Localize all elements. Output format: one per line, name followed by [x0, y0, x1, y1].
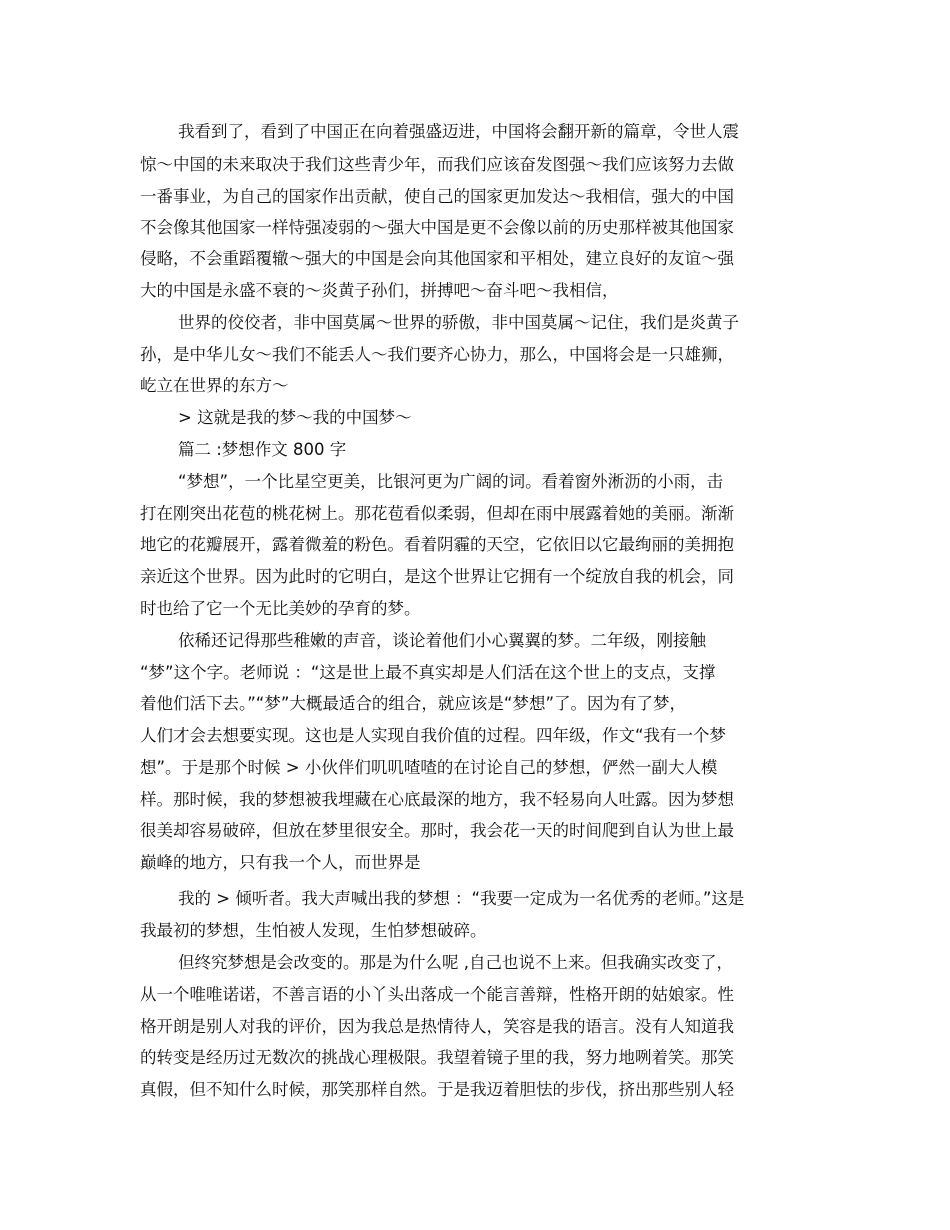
text-line: 想”。于是那个时候 > 小伙伴们叽叽喳喳的在讨论自己的梦想，俨然一副大人模: [140, 758, 718, 777]
text-line: “梦想”，一个比星空更美，比银河更为广阔的词。看着窗外淅沥的小雨，击: [178, 472, 724, 491]
text-line: 我看到了，看到了中国正在向着强盛迈进，中国将会翻开新的篇章，令世人震: [178, 122, 739, 141]
text-line: “梦”这个字。老师说 ：“这是世上最不真实却是人们活在这个世上的支点，支撑: [140, 663, 716, 682]
section-heading: 篇二 :梦想作文 800 字: [178, 440, 347, 459]
text-line: 大的中国是永盛不衰的～炎黄子孙们，拼搏吧～奋斗吧～我相信，: [140, 281, 619, 300]
text-line: 孙，是中华儿女～我们不能丢人～我们要齐心协力，那么，中国将会是一只雄狮，: [140, 345, 734, 364]
text-line: 样。那时候，我的梦想被我埋藏在心底最深的地方，我不轻易向人吐露。因为梦想: [140, 790, 734, 809]
text-line: 很美却容易破碎，但放在梦里很安全。那时，我会花一天的时间爬到自认为世上最: [140, 821, 734, 840]
text-line: 但终究梦想是会改变的。那是为什么呢 ,自己也说不上来。但我确实改变了，: [178, 953, 733, 972]
text-line: > 这就是我的梦～我的中国梦～: [178, 408, 412, 427]
text-line: 我最初的梦想，生怕被人发现，生怕梦想破碎。: [140, 921, 487, 940]
text-line: 打在刚突出花苞的桃花树上。那花苞看似柔弱，但却在雨中展露着她的美丽。渐渐: [140, 504, 734, 523]
text-line: 格开朗是别人对我的评价，因为我总是热情待人，笑容是我的语言。没有人知道我: [140, 1017, 734, 1036]
text-line: 我的 > 倾听者。我大声喊出我的梦想 ：“我要一定成为一名优秀的老师。”这是: [178, 889, 745, 908]
text-line: 从一个唯唯诺诺，不善言语的小丫头出落成一个能言善辩，性格开朗的姑娘家。性: [140, 985, 734, 1004]
text-line: 亲近这个世界。因为此时的它明白，是这个世界让它拥有一个绽放自我的机会，同: [140, 567, 734, 586]
text-line: 屹立在世界的东方～: [140, 376, 289, 395]
text-line: 地它的花瓣展开，露着微羞的粉色。看着阴霾的天空，它依旧以它最绚丽的美拥抱: [140, 535, 734, 554]
text-line: 巅峰的地方，只有我一个人，而世界是: [140, 853, 421, 872]
text-line: 世界的佼佼者，非中国莫属～世界的骄傲，非中国莫属～记住，我们是炎黄子: [178, 313, 739, 332]
text-line: 真假，但不知什么时候，那笑那样自然。于是我迈着胆怯的步伐，挤出那些别人轻: [140, 1080, 734, 1099]
text-line: 人们才会去想要实现。这也是人实现自我价值的过程。四年级，作文“我有一个梦: [140, 726, 727, 745]
text-line: 不会像其他国家一样恃强凌弱的～强大中国是更不会像以前的历史那样被其他国家: [140, 218, 734, 237]
text-line: 一番事业，为自己的国家作出贡献，使自己的国家更加发达～我相信，强大的中国: [140, 187, 734, 206]
text-line: 的转变是经历过无数次的挑战心理极限。我望着镜子里的我，努力地咧着笑。那笑: [140, 1048, 734, 1067]
text-line: 惊～中国的未来取决于我们这些青少年，而我们应该奋发图强～我们应该努力去做: [140, 155, 734, 174]
text-line: 着他们活下去。”“梦”大概最适合的组合，就应该是“梦想”了。因为有了梦，: [140, 694, 686, 713]
text-line: 侵略，不会重蹈覆辙～强大的中国是会向其他国家和平相处，建立良好的友谊～强: [140, 249, 734, 268]
text-line: 依稀还记得那些稚嫩的声音，谈论着他们小心翼翼的梦。二年级，刚接触: [178, 631, 706, 650]
text-line: 时也给了它一个无比美妙的孕育的梦。: [140, 599, 421, 618]
